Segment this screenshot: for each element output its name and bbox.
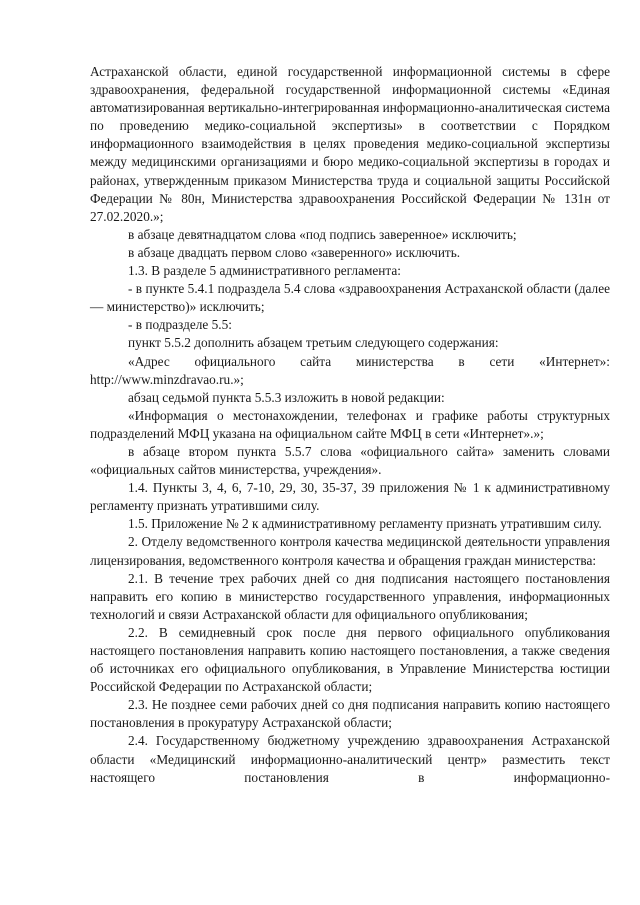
paragraph-18: 2.4. Государственному бюджетному учреждению здравоохранения Астраханской области «Медицинский информационно-аналитический центр» разместить текст настоящего постановления в информационно-	[90, 733, 610, 785]
paragraph-6: - в подразделе 5.5:	[128, 317, 232, 333]
paragraph-8: «Адрес официального сайта министерства в сети «Интернет»: http://www.minzdravao.ru.»;	[90, 353, 610, 387]
paragraph-12: 1.4. Пункты 3, 4, 6, 7-10, 29, 30, 35-37, 39 приложения № 1 к административному регламенту признать утратившими силу.	[90, 480, 610, 514]
paragraph-4: 1.3. В разделе 5 административного регламента:	[128, 263, 401, 279]
paragraph-2: в абзаце девятнадцатом слова «под подпись заверенное» исключить;	[128, 226, 517, 242]
paragraph-15: 2.1. В течение трех рабочих дней со дня подписания настоящего постановления направить его копию в министерство государственного управления, информационных технологий и связи Астраханской области для официального опубликования;	[90, 570, 610, 622]
paragraph-11: в абзаце втором пункта 5.5.7 слова «официального сайта» заменить словами «официальных сайтов министерства, учреждения».	[90, 443, 610, 478]
paragraph-10: «Информация о местонахождении, телефонах и графике работы структурных подразделений МФЦ указана на официальном сайте МФЦ в сети «Интернет».»;	[90, 407, 610, 441]
paragraph-9: абзац седьмой пункта 5.5.3 изложить в новой редакции:	[128, 389, 445, 405]
paragraph-3: в абзаце двадцать первом слово «заверенного» исключить.	[128, 244, 461, 260]
paragraph-17: 2.3. Не позднее семи рабочих дней со дня подписания направить копию настоящего постановления в прокуратуру Астраханской области;	[90, 697, 610, 731]
paragraph-7: пункт 5.5.2 дополнить абзацем третьим следующего содержания:	[128, 335, 499, 351]
paragraph-5: - в пункте 5.4.1 подраздела 5.4 слова «здравоохранения Астраханской области (далее — министерство)» исключить;	[90, 281, 610, 315]
paragraph-14: 2. Отделу ведомственного контроля качества медицинской деятельности управления лицензирования, ведомственного контроля качества и обращения граждан министерства:	[90, 534, 610, 568]
document-page	[90, 63, 610, 787]
paragraph-13: 1.5. Приложение № 2 к административному регламенту признать утратившим силу.	[128, 516, 602, 532]
paragraph-16: 2.2. В семидневный срок после дня первого официального опубликования настоящего постановления направить копию настоящего постановления, а также сведения об источниках его официального опубликования, в Управление Министерства юстиции Российской Федерации по Астраханской области;	[90, 624, 610, 695]
paragraph-1: Астраханской области, единой государственной информационной системы в сфере здравоохранения, федеральной государственной информационной системы «Единая автоматизированная вертикально-интегрированная информационно-аналитическая система по проведению медико-социальной экспертизы» в соответствии с Порядком информационного взаимодействия в целях проведения медико-социальной экспертизы между медицинскими организациями и бюро медико-социальной экспертизы в городах и районах, утвержденным приказом Министерства труда и социальной защиты Российской Федерации № 80н, Министерства здравоохранения Российской Федерации № 131н от 27.02.2020.»;	[90, 64, 610, 224]
